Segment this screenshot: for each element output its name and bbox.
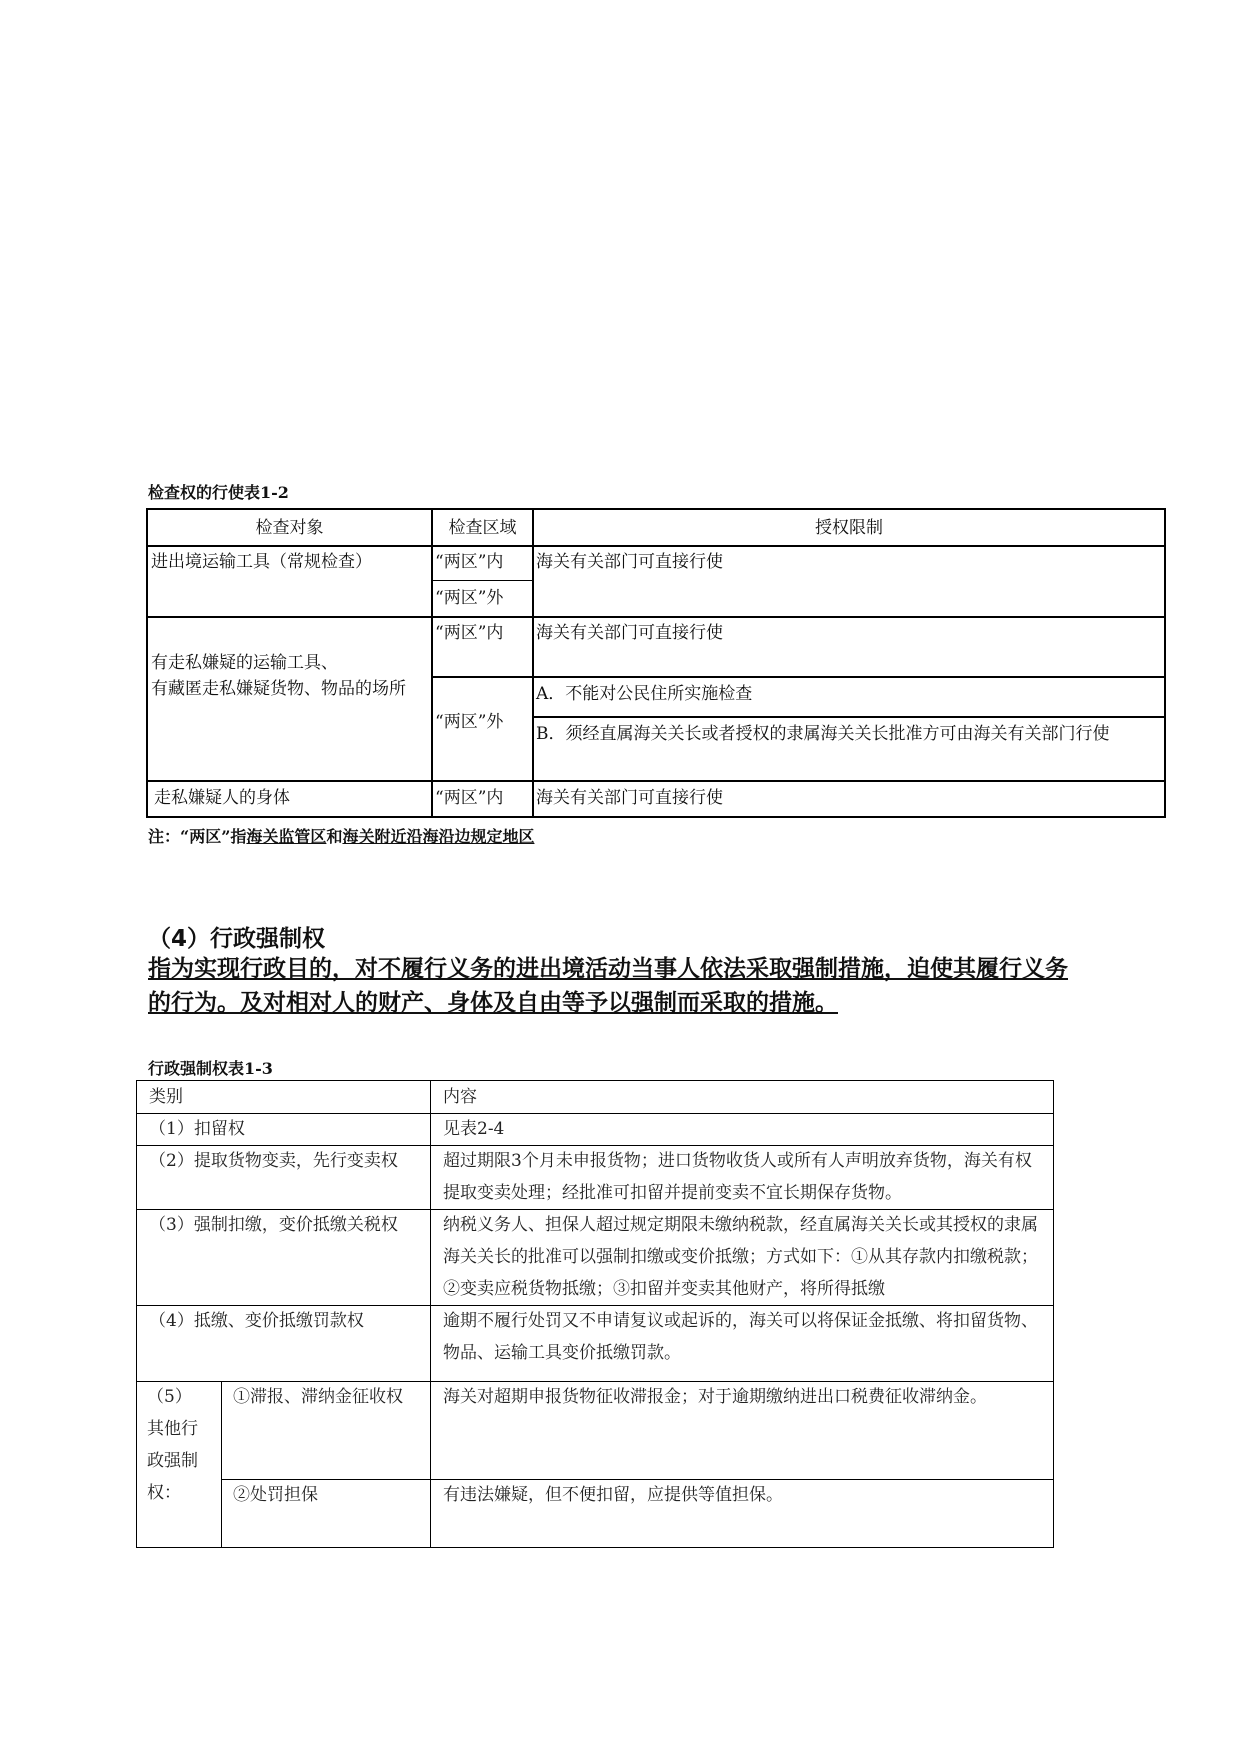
header-area: 检查区域 [448, 518, 517, 538]
t2-row5-sub1-content: 海关对超期申报货物征收滞报金；对于逾期缴纳进出口税费征收滞纳金。 [443, 1387, 987, 1407]
note-link-supervision-area: 海关监管区 [246, 827, 327, 846]
section-paragraph: 指为实现行政目的，对不履行义务的进出境活动当事人依法采取强制措施，迫使其履行义务的行为。及对相对人的财产、身体及自由等予以强制而采取的措施。 [148, 956, 1068, 1016]
row2-area-out: “两区”外 [435, 712, 504, 732]
row2-object-line1: 有走私嫌疑的运输工具、 [151, 653, 338, 673]
header-object: 检查对象 [255, 518, 324, 538]
row2-limit-in: 海关有关部门可直接行使 [536, 623, 723, 643]
t2-row3-content: 纳税义务人、担保人超过规定期限未缴纳税款，经直属海关关长或其授权的隶属海关关长的批准可以强制扣缴或变价抵缴；方式如下：①从其存款内扣缴税款；②变卖应税货物抵缴；③扣留并变卖其他财产，将所得抵缴 [443, 1215, 1038, 1299]
t2-row5-category: （5）其他行政强制权： [147, 1387, 198, 1503]
row2-area-in: “两区”内 [435, 623, 504, 643]
row1-area-out: “两区”外 [435, 588, 504, 608]
row3-limit: 海关有关部门可直接行使 [536, 788, 723, 808]
row1-object: 进出境运输工具（常规检查） [151, 552, 372, 572]
t2-header-content: 内容 [443, 1087, 477, 1107]
row3-area: “两区”内 [435, 788, 504, 808]
t2-header-category: 类别 [149, 1087, 183, 1107]
note-mid: 和 [326, 827, 343, 846]
header-limit: 授权限制 [815, 518, 883, 538]
inspection-table [146, 508, 1166, 818]
table1-note [148, 824, 534, 847]
row1-area-in: “两区”内 [435, 552, 504, 572]
t2-row1-content: 见表2-4 [443, 1119, 505, 1139]
row2-limit-a: A．不能对公民住所实施检查 [536, 684, 753, 704]
table1-caption: 检查权的行使表1-2 [148, 483, 289, 502]
t2-row1-category: （1）扣留权 [149, 1119, 245, 1139]
note-prefix: 注：“两区”指 [148, 827, 247, 846]
row2-object-line2: 有藏匿走私嫌疑货物、物品的场所 [151, 679, 406, 699]
t2-row3-category: （3）强制扣缴，变价抵缴关税权 [149, 1215, 398, 1235]
row1-limit: 海关有关部门可直接行使 [536, 552, 723, 572]
t2-row5-sub2-content: 有违法嫌疑，但不便扣留，应提供等值担保。 [443, 1485, 783, 1505]
t2-row5-sub1-name: ①滞报、滞纳金征收权 [233, 1387, 403, 1407]
row2-limit-b: B．须经直属海关关长或者授权的隶属海关关长批准方可由海关有关部门行使 [536, 724, 1110, 744]
row3-object: 走私嫌疑人的身体 [154, 788, 290, 808]
t2-row2-category: （2）提取货物变卖，先行变卖权 [149, 1151, 398, 1171]
section-heading: （4）行政强制权 [148, 926, 326, 952]
t2-row4-category: （4）抵缴、变价抵缴罚款权 [149, 1311, 364, 1331]
t2-row5-sub2-name: ②处罚担保 [233, 1485, 318, 1505]
t2-row4-content: 逾期不履行处罚又不申请复议或起诉的，海关可以将保证金抵缴、将扣留货物、物品、运输工具变价抵缴罚款。 [443, 1311, 1038, 1363]
t2-row2-content: 超过期限3个月未申报货物；进口货物收货人或所有人声明放弃货物，海关有权提取变卖处理；经批准可扣留并提前变卖不宜长期保存货物。 [443, 1151, 1032, 1203]
enforcement-table [136, 1080, 1054, 1548]
table2-caption: 行政强制权表1-3 [148, 1059, 273, 1078]
note-link-coastal-area: 海关附近沿海沿边规定地区 [342, 827, 535, 846]
